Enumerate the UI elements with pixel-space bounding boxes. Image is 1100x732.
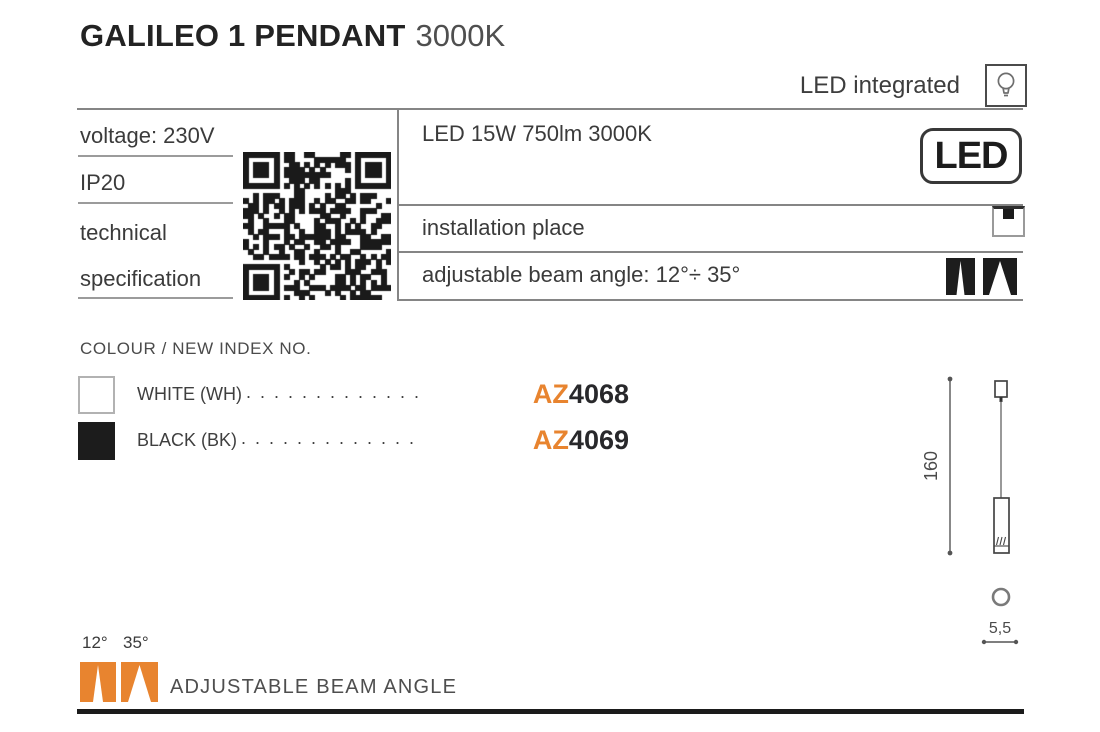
beam-angle-caption: ADJUSTABLE BEAM ANGLE: [170, 676, 458, 698]
product-name: GALILEO 1 PENDANT: [80, 18, 406, 53]
spec-specification: specification: [80, 266, 202, 291]
ceiling-mount-icon: [992, 206, 1025, 237]
leader-dots: . . . . . . . . . . . . .: [241, 427, 417, 448]
index-code: [533, 379, 629, 410]
ceiling-mount-notch: [1003, 209, 1014, 219]
product-variant: 3000K: [415, 18, 506, 53]
angle-wide-label: 35°: [123, 633, 149, 652]
right-rule-3: [397, 299, 1023, 301]
led-badge-icon: LED: [920, 128, 1022, 184]
bulb-icon: [985, 64, 1027, 107]
leader-dots: . . . . . . . . . . . . .: [245, 381, 421, 402]
height-dimension-label: 160: [921, 450, 941, 482]
left-rule-3: [78, 297, 233, 299]
tube-top-view: [993, 589, 1009, 605]
index-code: [533, 425, 629, 456]
beam-wide-icon: [983, 258, 1017, 295]
index-code-prefix: AZ: [532, 378, 569, 409]
beam-narrow-orange-icon: [80, 662, 116, 702]
angle-narrow-label: 12°: [82, 633, 108, 652]
footer-rule: [77, 709, 1024, 714]
spec-ip-rating: IP20: [80, 170, 126, 195]
index-code-number: 4068: [568, 378, 629, 409]
colour-swatch-black: [78, 422, 115, 460]
pendant-canopy: [995, 381, 1007, 397]
colour-row-black: [137, 422, 629, 458]
qr-code-icon: [243, 152, 391, 300]
colour-swatch-white: [78, 376, 115, 414]
colour-label: WHITE (WH): [137, 383, 242, 404]
spec-voltage: voltage: 230V: [80, 123, 215, 148]
left-rule-1: [78, 155, 233, 157]
spec-technical: technical: [80, 220, 167, 245]
table-top-rule: [77, 108, 1023, 110]
spec-installation-place: installation place: [422, 215, 585, 240]
colour-row-white: [137, 376, 629, 412]
led-integrated-label: LED integrated: [799, 72, 960, 99]
index-code-prefix: AZ: [532, 424, 569, 455]
spec-lamp: LED 15W 750lm 3000K: [422, 121, 652, 146]
colour-label: BLACK (BK): [137, 429, 238, 450]
beam-wide-orange-icon: [121, 662, 158, 702]
index-code-number: 4069: [568, 424, 629, 455]
left-rule-2: [78, 202, 233, 204]
right-rule-1: [397, 204, 1023, 206]
page-title: [80, 18, 505, 54]
right-rule-2: [397, 251, 1023, 253]
diameter-dimension-label: 5,5: [988, 620, 1012, 637]
colour-section-heading: COLOUR / NEW INDEX NO.: [80, 339, 312, 358]
spec-beam-angle: adjustable beam angle: 12°÷ 35°: [422, 262, 741, 287]
beam-narrow-icon: [946, 258, 975, 295]
dimension-diagram: [900, 365, 1060, 655]
